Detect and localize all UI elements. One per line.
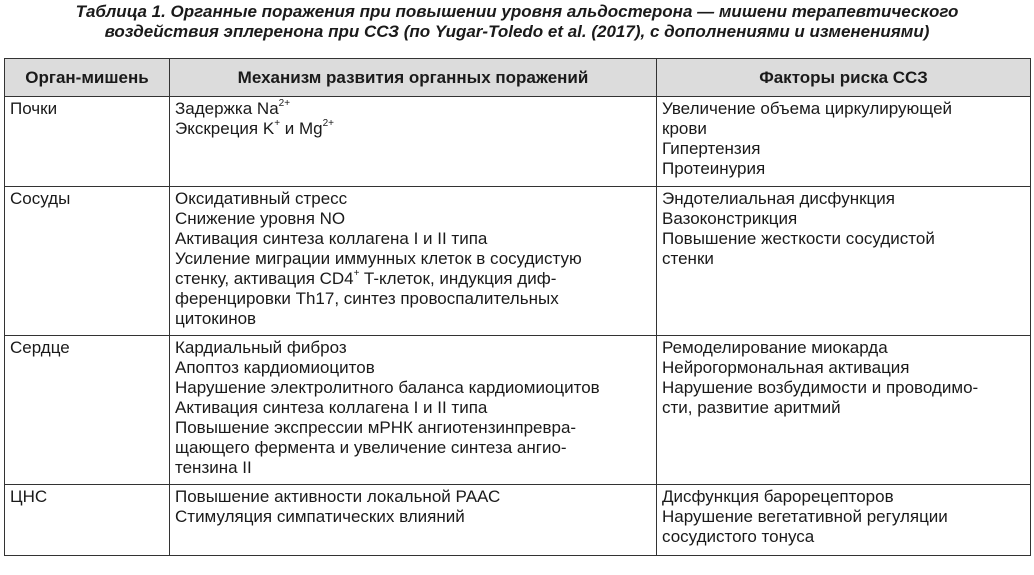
- table-row: [5, 97, 1031, 187]
- mechanism-line: Стимуляция симпатических влияний: [175, 507, 465, 526]
- mechanism-line: тензина II: [175, 458, 252, 477]
- mechanism-line: Активация синтеза коллагена I и II типа: [175, 398, 488, 417]
- table-row: [5, 336, 1031, 485]
- table-row: [5, 485, 1031, 556]
- mechanism-line: ференцировки Th17, синтез провоспалительных: [175, 289, 559, 308]
- risk-line: Вазоконстрикция: [662, 209, 798, 228]
- table-row: [5, 187, 1031, 336]
- mechanism-line: Повышение активности локальной РААС: [175, 487, 501, 506]
- risk-line: Нарушение возбудимости и проводимо-: [662, 378, 979, 397]
- risk-line: Нарушение вегетативной регуляции: [662, 507, 948, 526]
- mechanism-line: Снижение уровня NO: [175, 209, 346, 228]
- risk-cell: [657, 485, 1031, 556]
- mechanism-line: Активация синтеза коллагена I и II типа: [175, 229, 488, 248]
- mechanism-line: Экскреция K+ и $Mg^{2+}$: [175, 118, 335, 138]
- risk-line: крови: [662, 119, 707, 138]
- organ-cell: ЦНС: [5, 485, 170, 556]
- mechanism-line: Нарушение электролитного баланса кардиомиоцитов: [175, 378, 600, 397]
- risk-cell: [657, 187, 1031, 336]
- mechanism-cell: [170, 97, 657, 187]
- caption-line-1: Таблица 1. Органные поражения при повышении уровня альдостерона — мишени терапевтического: [75, 2, 959, 21]
- caption-line-2: воздействия эплеренона при ССЗ (по Yugar-Toledo et al. (2017), с дополнениями и изменениями): [104, 22, 930, 41]
- table-caption: [0, 2, 1034, 42]
- header-row: [5, 59, 1031, 97]
- risk-line: стенки: [662, 249, 714, 268]
- risk-line: Гипертензия: [662, 139, 761, 158]
- risk-line: Эндотелиальная дисфункция: [662, 189, 895, 208]
- risk-cell: [657, 336, 1031, 485]
- organ-damage-table: [4, 58, 1031, 556]
- header-risk: Факторы риска ССЗ: [657, 59, 1031, 97]
- organ-cell: Почки: [5, 97, 170, 187]
- organ-cell: Сосуды: [5, 187, 170, 336]
- mechanism-line: Задержка $Na^{2+}$: [175, 98, 291, 118]
- organ-cell: Сердце: [5, 336, 170, 485]
- header-mechanism: Механизм развития органных поражений: [170, 59, 657, 97]
- mechanism-line: щающего фермента и увеличение синтеза ангио-: [175, 438, 567, 457]
- header-organ: Орган-мишень: [5, 59, 170, 97]
- risk-line: сти, развитие аритмий: [662, 398, 841, 417]
- risk-line: Повышение жесткости сосудистой: [662, 229, 935, 248]
- risk-cell: [657, 97, 1031, 187]
- mechanism-line: цитокинов: [175, 309, 257, 328]
- mechanism-line: стенку, активация CD4+ T-клеток, индукция диф-: [175, 268, 557, 288]
- mechanism-cell: [170, 187, 657, 336]
- mechanism-line: Апоптоз кардиомиоцитов: [175, 358, 375, 377]
- risk-line: Протеинурия: [662, 159, 766, 178]
- risk-line: Увеличение объема циркулирующей: [662, 99, 953, 118]
- mechanism-line: Повышение экспрессии мРНК ангиотензинпревра-: [175, 418, 577, 437]
- risk-line: Ремоделирование миокарда: [662, 338, 888, 357]
- mechanism-line: Усиление миграции иммунных клеток в сосудистую: [175, 249, 582, 268]
- mechanism-cell: [170, 336, 657, 485]
- risk-line: Нейрогормональная активация: [662, 358, 910, 377]
- risk-line: сосудистого тонуса: [662, 527, 815, 546]
- mechanism-cell: [170, 485, 657, 556]
- mechanism-line: Оксидативный стресс: [175, 189, 348, 208]
- mechanism-line: Кардиальный фиброз: [175, 338, 347, 357]
- risk-line: Дисфункция барорецепторов: [662, 487, 894, 506]
